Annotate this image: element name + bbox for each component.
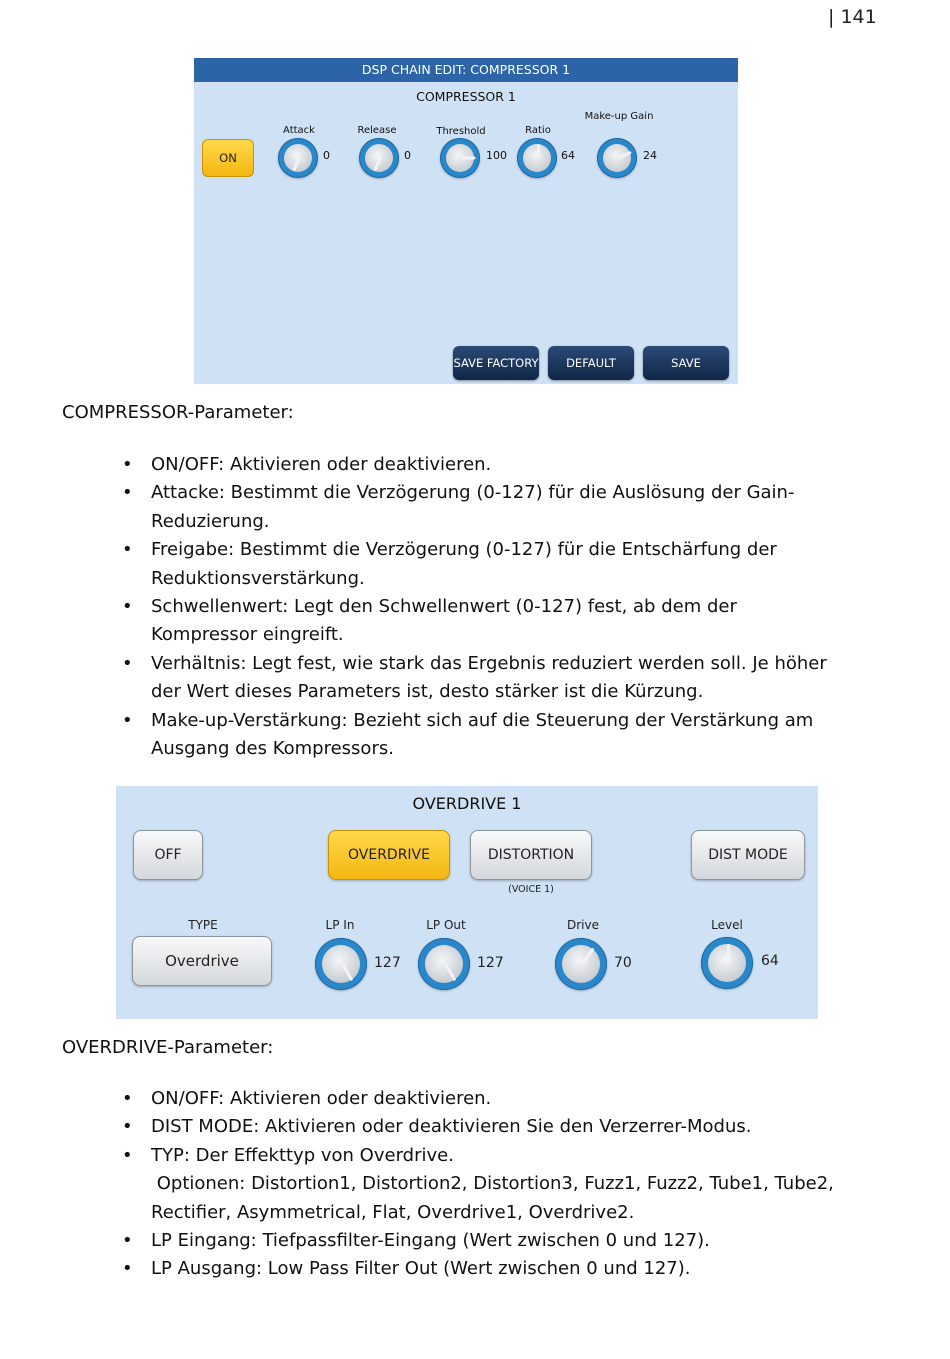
attack-value: 0 [323,149,330,162]
list-item: • LP Eingang: Tiefpassfilter-Eingang (Wert zwischen 0 und 127). [122,1227,842,1255]
lp-out-value: 127 [477,955,504,971]
save-factory-button[interactable]: SAVE FACTORY [453,346,539,380]
compressor-param-list [122,451,842,763]
default-button[interactable]: DEFAULT [548,346,634,380]
lp-in-value: 127 [374,955,401,971]
dist-mode-button[interactable]: DIST MODE [691,830,805,880]
makeup-gain-label: Make-up Gain [584,111,654,122]
list-item: • Freigabe: Bestimmt die Verzögerung (0-127) für die Entschärfung der Reduktionsverstärkung. [122,536,842,593]
level-knob[interactable] [701,937,753,989]
drive-label: Drive [567,918,599,932]
voice-note: (VOICE 1) [508,884,554,895]
list-item: • Schwellenwert: Legt den Schwellenwert (0-127) fest, ab dem der Kompressor eingreift. [122,593,842,650]
compressor-screenshot [194,58,738,384]
release-knob[interactable] [359,138,399,178]
distortion-button[interactable]: DISTORTION [470,830,592,880]
compressor-title: COMPRESSOR 1 [416,89,516,104]
threshold-label: Threshold [436,126,486,137]
overdrive-param-list [122,1085,842,1284]
lp-in-label: LP In [325,918,355,932]
attack-knob[interactable] [278,138,318,178]
type-label: TYPE [188,918,218,932]
drive-knob[interactable] [555,938,607,990]
list-item: • ON/OFF: Aktivieren oder deaktivieren. [122,1085,842,1113]
attack-label: Attack [283,125,315,136]
lp-out-knob[interactable] [418,938,470,990]
list-item-text: TYP: Der Effekttyp von Overdrive. [151,1144,454,1166]
type-options: Optionen: Distortion1, Distortion2, Distortion3, Fuzz1, Fuzz2, Tube1, Tube2, Rectifier, Asymmetrical, Flat, Overdrive1, Overdrive2. [151,1173,840,1223]
makeup-gain-value: 24 [643,149,657,162]
level-label: Level [711,918,743,932]
lp-in-knob[interactable] [315,938,367,990]
list-item: • Attacke: Bestimmt die Verzögerung (0-127) für die Auslösung der Gain-Reduzierung. [122,479,842,536]
threshold-knob[interactable] [440,138,480,178]
level-value: 64 [761,953,779,969]
overdrive-screenshot [116,786,818,1019]
drive-value: 70 [614,955,632,971]
list-item: • ON/OFF: Aktivieren oder deaktivieren. [122,451,842,479]
overdrive-heading: OVERDRIVE-Parameter: [62,1037,274,1058]
page-number: | 141 [828,6,877,28]
off-button[interactable]: OFF [133,830,203,880]
on-button[interactable]: ON [202,139,254,177]
list-item: • LP Ausgang: Low Pass Filter Out (Wert zwischen 0 und 127). [122,1255,842,1283]
threshold-value: 100 [486,149,507,162]
type-selector[interactable]: Overdrive [132,936,272,986]
dsp-chain-header: DSP CHAIN EDIT: COMPRESSOR 1 [194,58,738,82]
ratio-knob[interactable] [517,138,557,178]
list-item: • Verhältnis: Legt fest, wie stark das Ergebnis reduziert werden soll. Je höher der Wert dieses Parameters ist, desto stärker ist die Kürzung. [122,650,842,707]
overdrive-title: OVERDRIVE 1 [412,794,522,813]
ratio-value: 64 [561,149,575,162]
lp-out-label: LP Out [426,918,466,932]
save-button[interactable]: SAVE [643,346,729,380]
list-item: • DIST MODE: Aktivieren oder deaktivieren Sie den Verzerrer-Modus. [122,1113,842,1141]
ratio-label: Ratio [525,125,551,136]
release-value: 0 [404,149,411,162]
list-item: • Make-up-Verstärkung: Bezieht sich auf die Steuerung der Verstärkung am Ausgang des Kompressors. [122,707,842,764]
release-label: Release [357,125,397,136]
makeup-gain-knob[interactable] [597,138,637,178]
compressor-heading: COMPRESSOR-Parameter: [62,402,294,423]
overdrive-button[interactable]: OVERDRIVE [328,830,450,880]
list-item [122,1142,842,1227]
